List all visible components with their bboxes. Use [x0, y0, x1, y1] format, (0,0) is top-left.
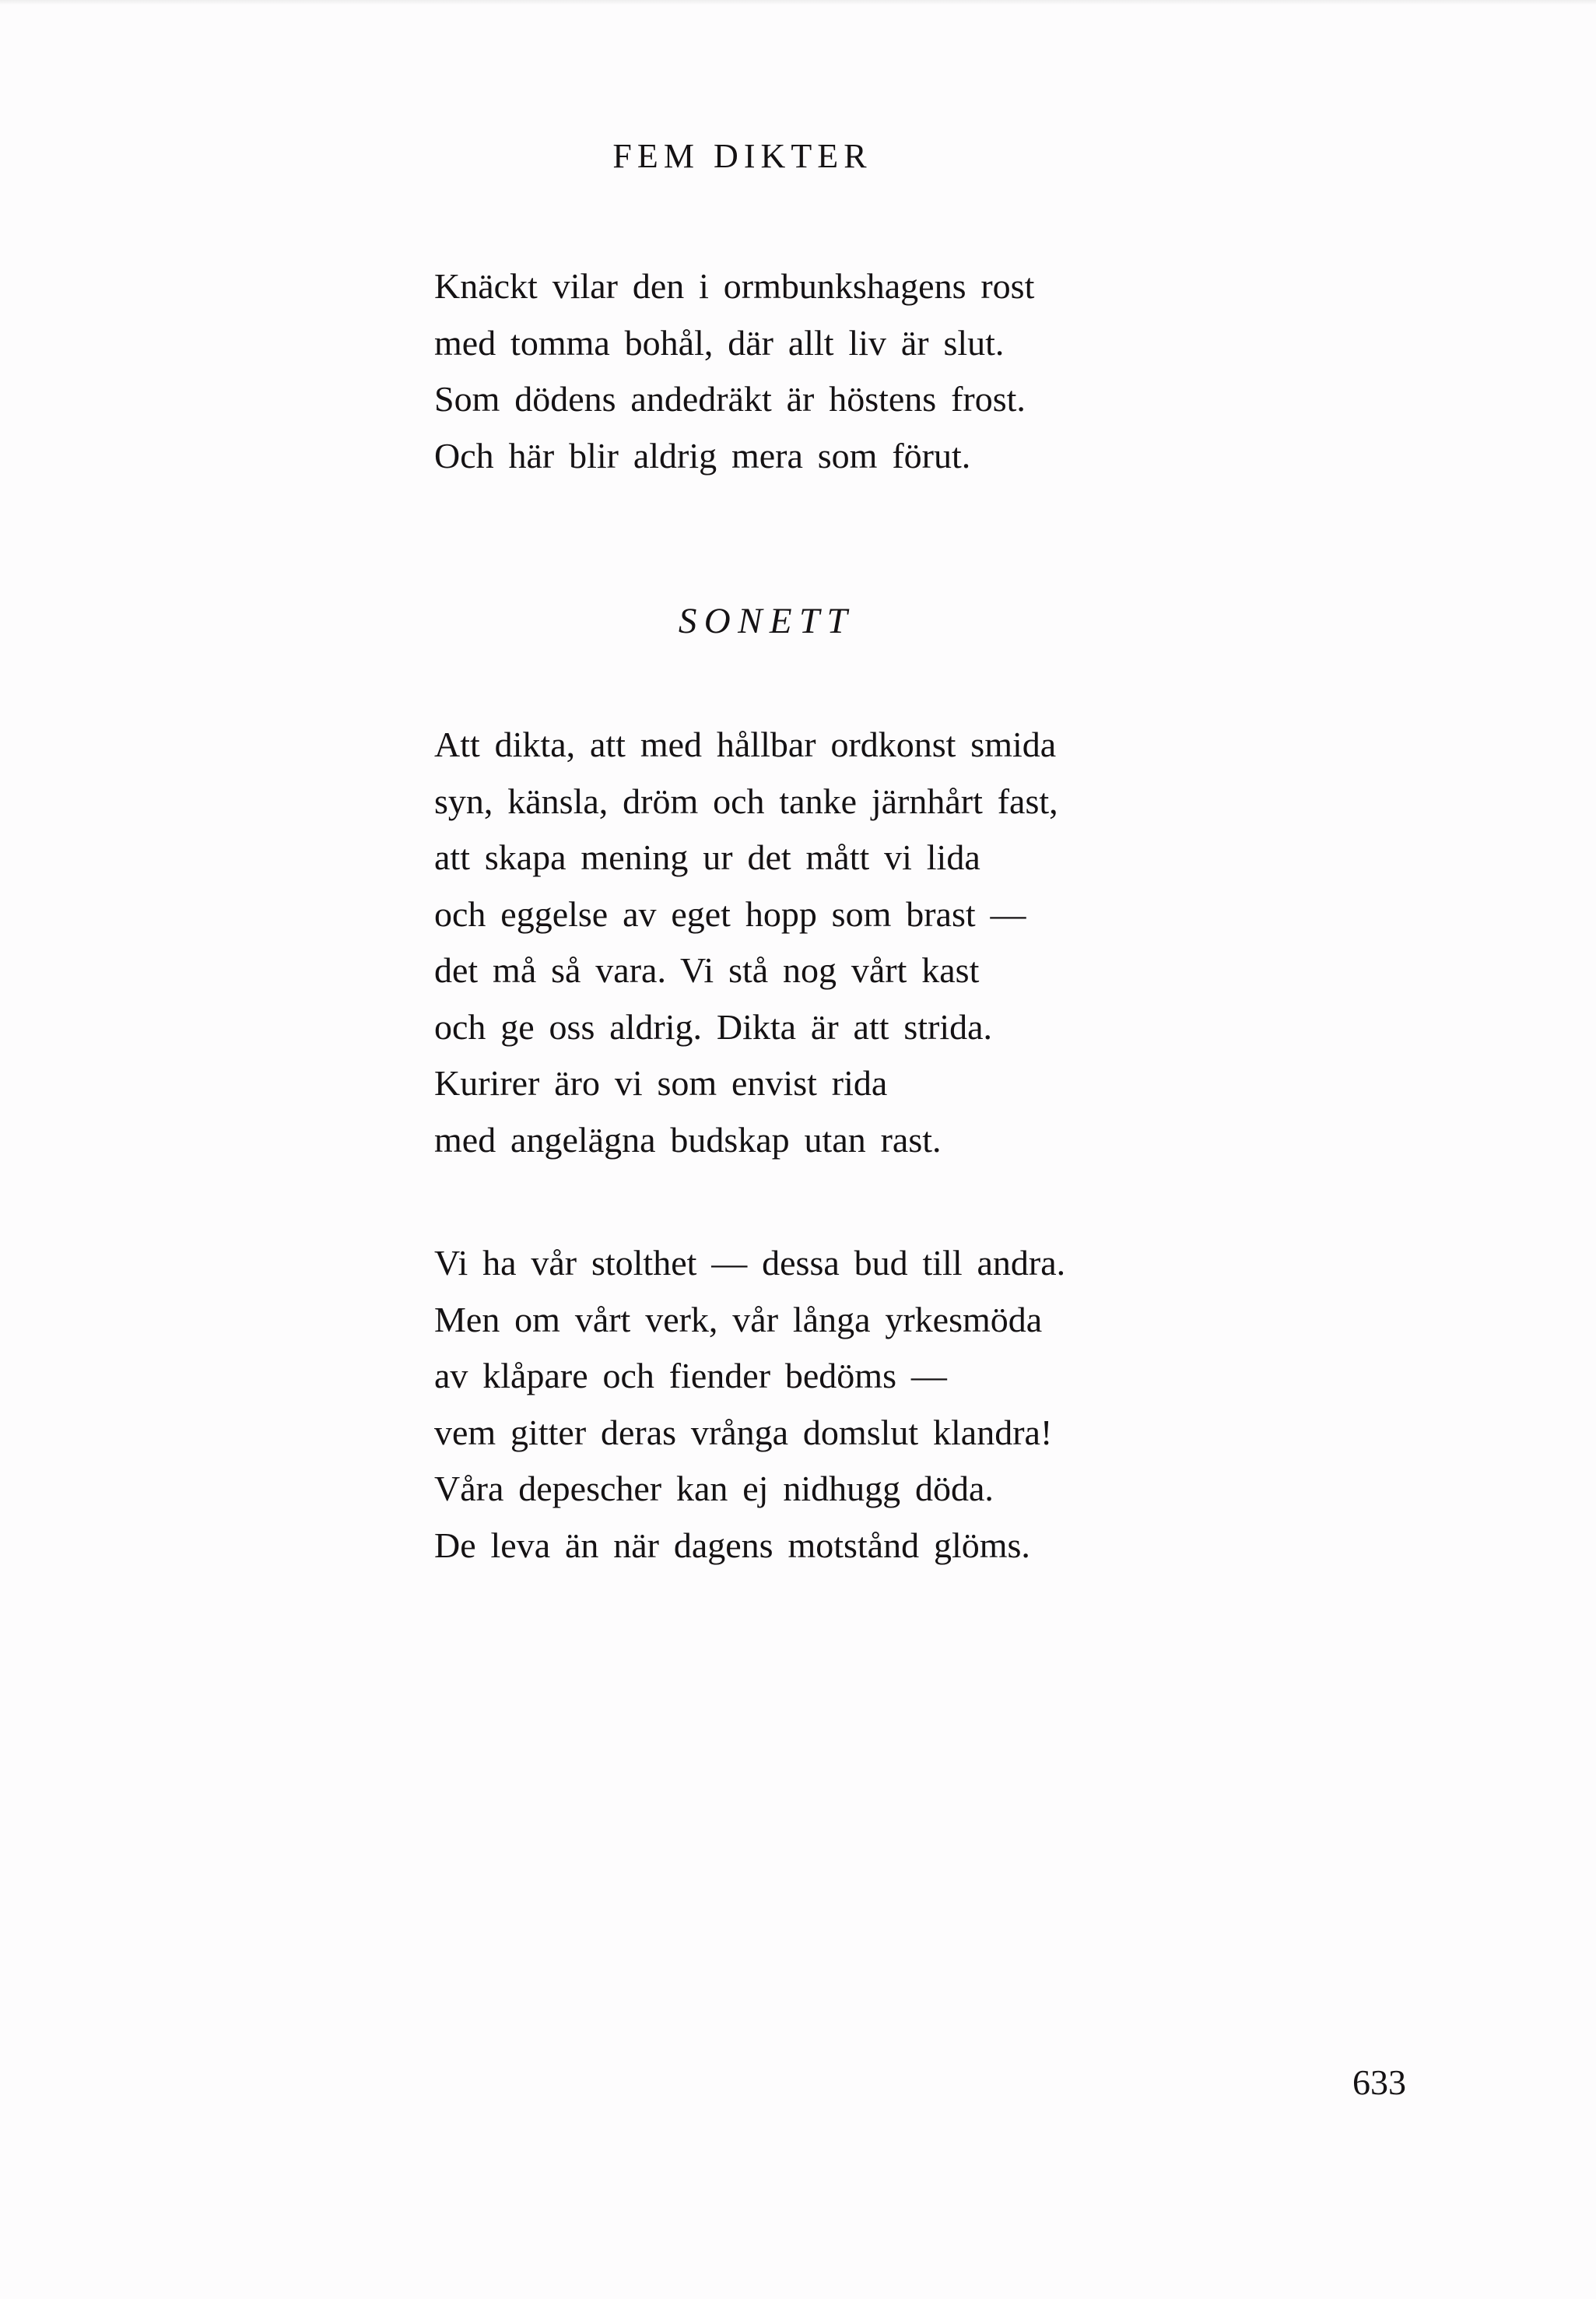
- sonnet-sestet: [434, 1235, 1065, 1574]
- verse-line: Som dödens andedräkt är höstens frost.: [434, 379, 1026, 419]
- page-edge: [0, 0, 1596, 5]
- verse-line: Vi ha vår stolthet — dessa bud till andra.: [434, 1243, 1066, 1283]
- verse-line: Men om vårt verk, vår långa yrkesmöda: [434, 1299, 1043, 1339]
- verse-line: av klåpare och fiender bedöms —: [434, 1356, 947, 1395]
- verse-line: syn, känsla, dröm och tanke järnhårt fast,: [434, 781, 1058, 821]
- page-number: 633: [1352, 2062, 1406, 2102]
- poem-title: SONETT: [678, 601, 855, 641]
- verse-line: det må så vara. Vi stå nog vårt kast: [434, 950, 980, 990]
- verse-line: Och här blir aldrig mera som förut.: [434, 435, 971, 476]
- sonnet-octave: [434, 717, 1058, 1168]
- verse-line: och ge oss aldrig. Dikta är att strida.: [434, 1006, 993, 1047]
- verse-line: med tomma bohål, där allt liv är slut.: [434, 322, 1005, 363]
- verse-line: med angelägna budskap utan rast.: [434, 1119, 942, 1160]
- poem-1-stanza: [434, 258, 1034, 484]
- verse-line: och eggelse av eget hopp som brast —: [434, 893, 1026, 934]
- verse-line: Att dikta, att med hållbar ordkonst smida: [434, 725, 1057, 764]
- verse-line: Knäckt vilar den i ormbunkshagens rost: [434, 266, 1035, 306]
- verse-line: De leva än när dagens motstånd glöms.: [434, 1525, 1030, 1565]
- verse-line: vem gitter deras vrånga domslut klandra!: [434, 1412, 1053, 1452]
- verse-line: Våra depescher kan ej nidhugg döda.: [434, 1469, 994, 1508]
- running-head: FEM DIKTER: [612, 137, 872, 175]
- verse-line: att skapa mening ur det mått vi lida: [434, 837, 980, 877]
- verse-line: Kurirer äro vi som envist rida: [434, 1063, 888, 1103]
